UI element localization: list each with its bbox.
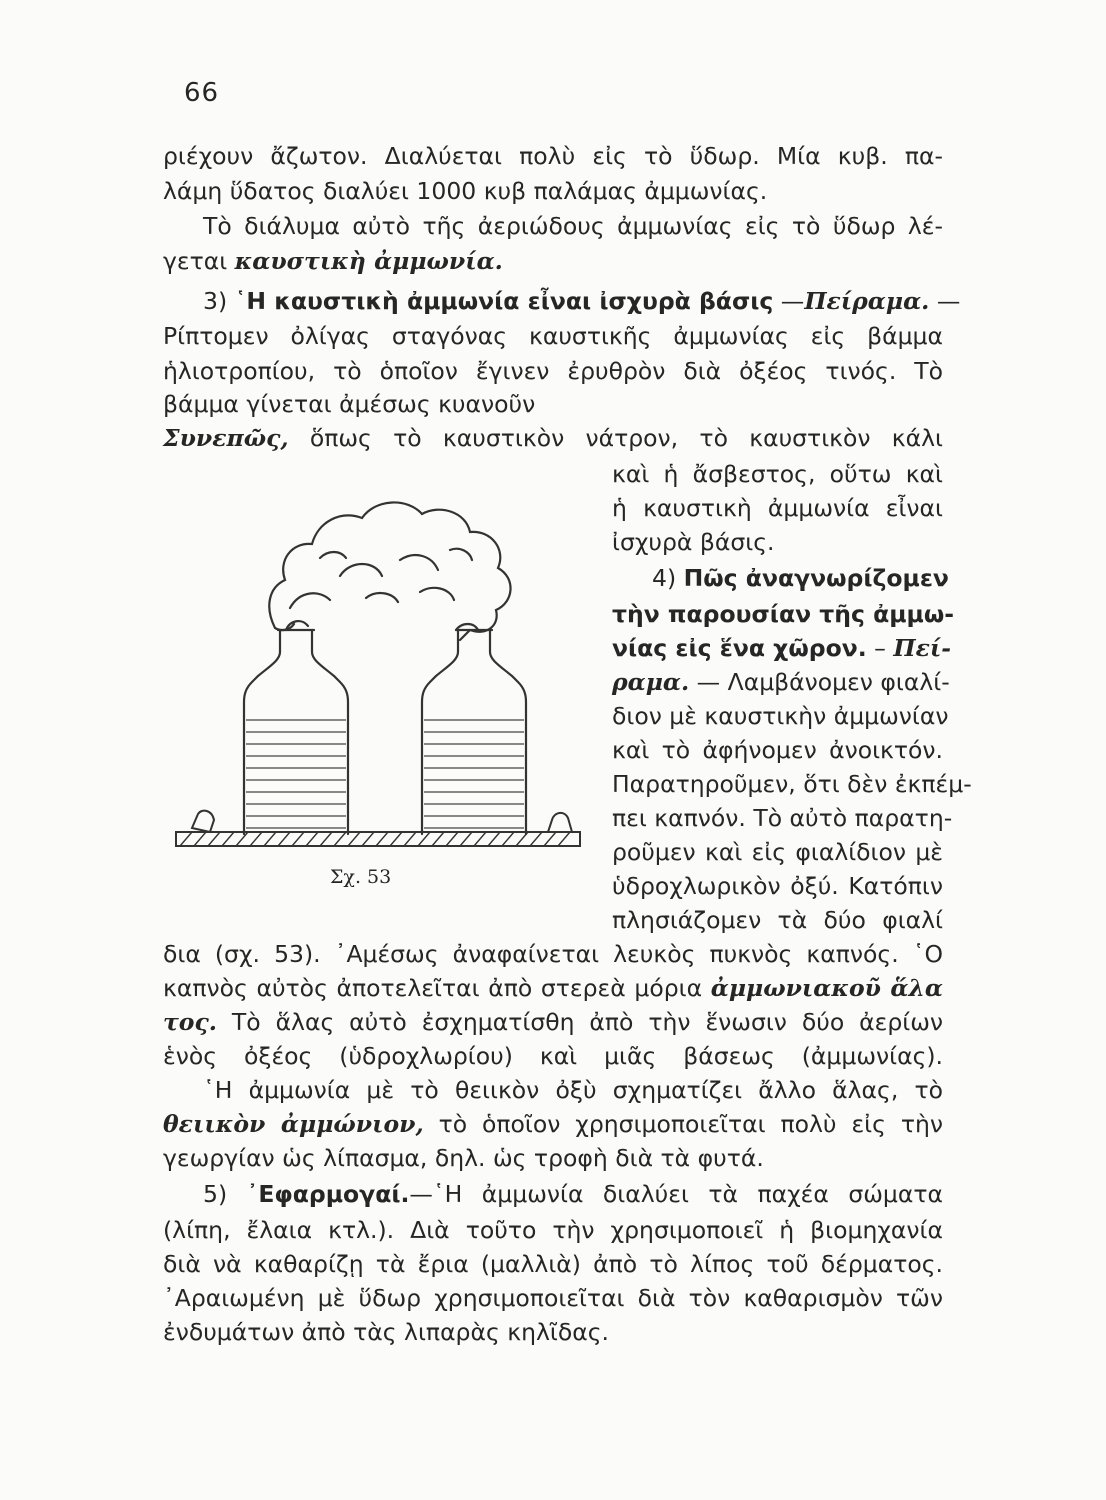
text-line: βάμμα γίνεται ἀμέσως κυανοῦν (163, 390, 536, 418)
text-run: —῾Η ἀμμωνία διαλύει τὰ παχέα σώματα (409, 1180, 944, 1208)
smoke-cloud (269, 502, 510, 640)
text-line (163, 422, 943, 454)
right-stopper (548, 813, 572, 832)
emphasized-term: καυστικὴ ἀμμωνία. (234, 247, 503, 275)
emphasized-term: θειικὸν ἀμμώνιον, (163, 1110, 424, 1138)
text-line: διον μὲ καυστικὴν ἀμμωνίαν (612, 702, 949, 730)
text-line: ᾿Αραιωμένη μὲ ὕδωρ χρησιμοποιεῖται διὰ τὸν καθαρισμὸν τῶν (163, 1284, 943, 1312)
text-line: καὶ ἡ ἄσβεστος, οὕτω καὶ (612, 460, 943, 488)
text-line: ριέχουν ἄζωτον. Διαλύεται πολὺ εἰς τὸ ὕδωρ. Μία κυβ. πα- (163, 142, 943, 170)
text-run: — (773, 287, 805, 315)
figure-caption: Σχ. 53 (330, 866, 392, 888)
section-heading-5 (163, 1178, 943, 1210)
text-line: ἡ καυστικὴ ἀμμωνία εἶναι (612, 494, 943, 522)
heading-text: νίας εἰς ἕνα χῶρον. (612, 634, 867, 662)
text-run: γεται (163, 247, 235, 275)
text-line: διὰ νὰ καθαρίζῃ τὰ ἔρια (μαλλιὰ) ἀπὸ τὸ λίπος τοῦ δέρματος. (163, 1250, 943, 1278)
text-line: πλησιάζομεν τὰ δύο φιαλί (612, 906, 943, 934)
text-run: — Λαμβάνομεν φιαλί- (689, 668, 950, 696)
text-run: ὅπως τὸ καυστικὸν νάτρον, τὸ καυστικὸν κάλι (288, 424, 943, 452)
text-line: ἑνὸς ὀξέος (ὑδροχλωρίου) καὶ μιᾶς βάσεως (ἀμμωνίας). (163, 1042, 943, 1070)
text-line (163, 1108, 943, 1140)
text-line (163, 245, 943, 277)
text-line: Παρατηροῦμεν, ὅτι δὲν ἐκπέμ- (612, 770, 972, 798)
text-line: καὶ τὸ ἀφήνομεν ἀνοικτόν. (612, 736, 943, 764)
emphasized-term: τος. (163, 1008, 217, 1036)
section-heading-4 (612, 562, 949, 594)
text-line: (λίπη, ἔλαια κτλ.). Διὰ τοῦτο τὴν χρησιμοποιεῖ ἡ βιομηχανία (163, 1216, 943, 1244)
heading-text: ῾Η καυστικὴ ἀμμωνία εἶναι ἰσχυρὰ βάσις (234, 287, 774, 315)
heading-text: ᾿Εφαρμογαί. (246, 1180, 410, 1208)
text-line: ἡλιοτροπίου, τὸ ὁποῖον ἔγινεν ἐρυθρὸν διὰ ὀξέος τινός. Τὸ (163, 357, 943, 385)
text-line: λάμη ὕδατος διαλύει 1000 κυβ παλάμας ἀμμωνίας. (163, 177, 768, 205)
text-run: Τὸ ἅλας αὐτὸ ἐσχηματίσθη ἀπὸ τὴν ἕνωσιν δύο ἀερίων (216, 1008, 943, 1036)
text-line: γεωργίαν ὡς λίπασμα, δηλ. ὡς τροφὴ διὰ τὰ φυτά. (163, 1144, 764, 1172)
text-run: 4) (652, 564, 684, 592)
emphasized-term: ραμα. (612, 668, 690, 696)
emphasized-term: Πεί- (893, 634, 951, 662)
heading-text: τὴν παρουσίαν τῆς ἀμμω- (612, 600, 955, 628)
text-line: Ρίπτομεν ὀλίγας σταγόνας καυστικῆς ἀμμωνίας εἰς βάμμα (163, 322, 943, 350)
left-stopper (192, 811, 214, 832)
emphasized-term: Συνεπῶς, (163, 424, 289, 452)
text-run: — (929, 287, 961, 315)
page-number: 66 (184, 78, 220, 108)
figure-53-bottles-illustration (170, 480, 590, 900)
text-line (612, 632, 951, 664)
text-run: 5) (203, 1180, 247, 1208)
text-run: καπνὸς αὐτὸς ἀποτελεῖται ἀπὸ στερεὰ μόρια (163, 974, 711, 1002)
text-line: ἐνδυμάτων ἀπὸ τὰς λιπαρὰς κηλῖδας. (163, 1318, 609, 1346)
emphasized-term: Πείραμα. (804, 287, 930, 315)
text-line: ἰσχυρὰ βάσις. (612, 528, 775, 556)
text-line (612, 666, 950, 698)
section-heading-3 (163, 285, 961, 317)
text-run: 3) (203, 287, 235, 315)
text-line: ῾Η ἀμμωνία μὲ τὸ θειικὸν ὀξὺ σχηματίζει ἄλλο ἅλας, τὸ (203, 1076, 943, 1104)
text-run: – (866, 634, 894, 662)
text-line: ὑδροχλωρικὸν ὀξύ. Κατόπιν (612, 872, 943, 900)
text-line: ροῦμεν καὶ εἰς φιαλίδιον μὲ (612, 838, 943, 866)
text-line: Τὸ διάλυμα αὐτὸ τῆς ἀεριώδους ἀμμωνίας εἰς τὸ ὕδωρ λέ- (203, 212, 943, 240)
emphasized-term: ἀμμωνιακοῦ ἅλα (710, 974, 944, 1002)
text-line: πει καπνόν. Τὸ αὐτὸ παρατη- (612, 804, 953, 832)
text-line (163, 1006, 943, 1038)
text-line: δια (σχ. 53). ᾿Αμέσως ἀναφαίνεται λευκὸς πυκνὸς καπνός. ῾Ο (163, 940, 943, 968)
text-line (163, 972, 943, 1004)
text-run: τὸ ὁποῖον χρησιμοποιεῖται πολὺ εἰς τὴν (423, 1110, 943, 1138)
heading-text: Πῶς ἀναγνωρίζομεν (683, 564, 949, 592)
